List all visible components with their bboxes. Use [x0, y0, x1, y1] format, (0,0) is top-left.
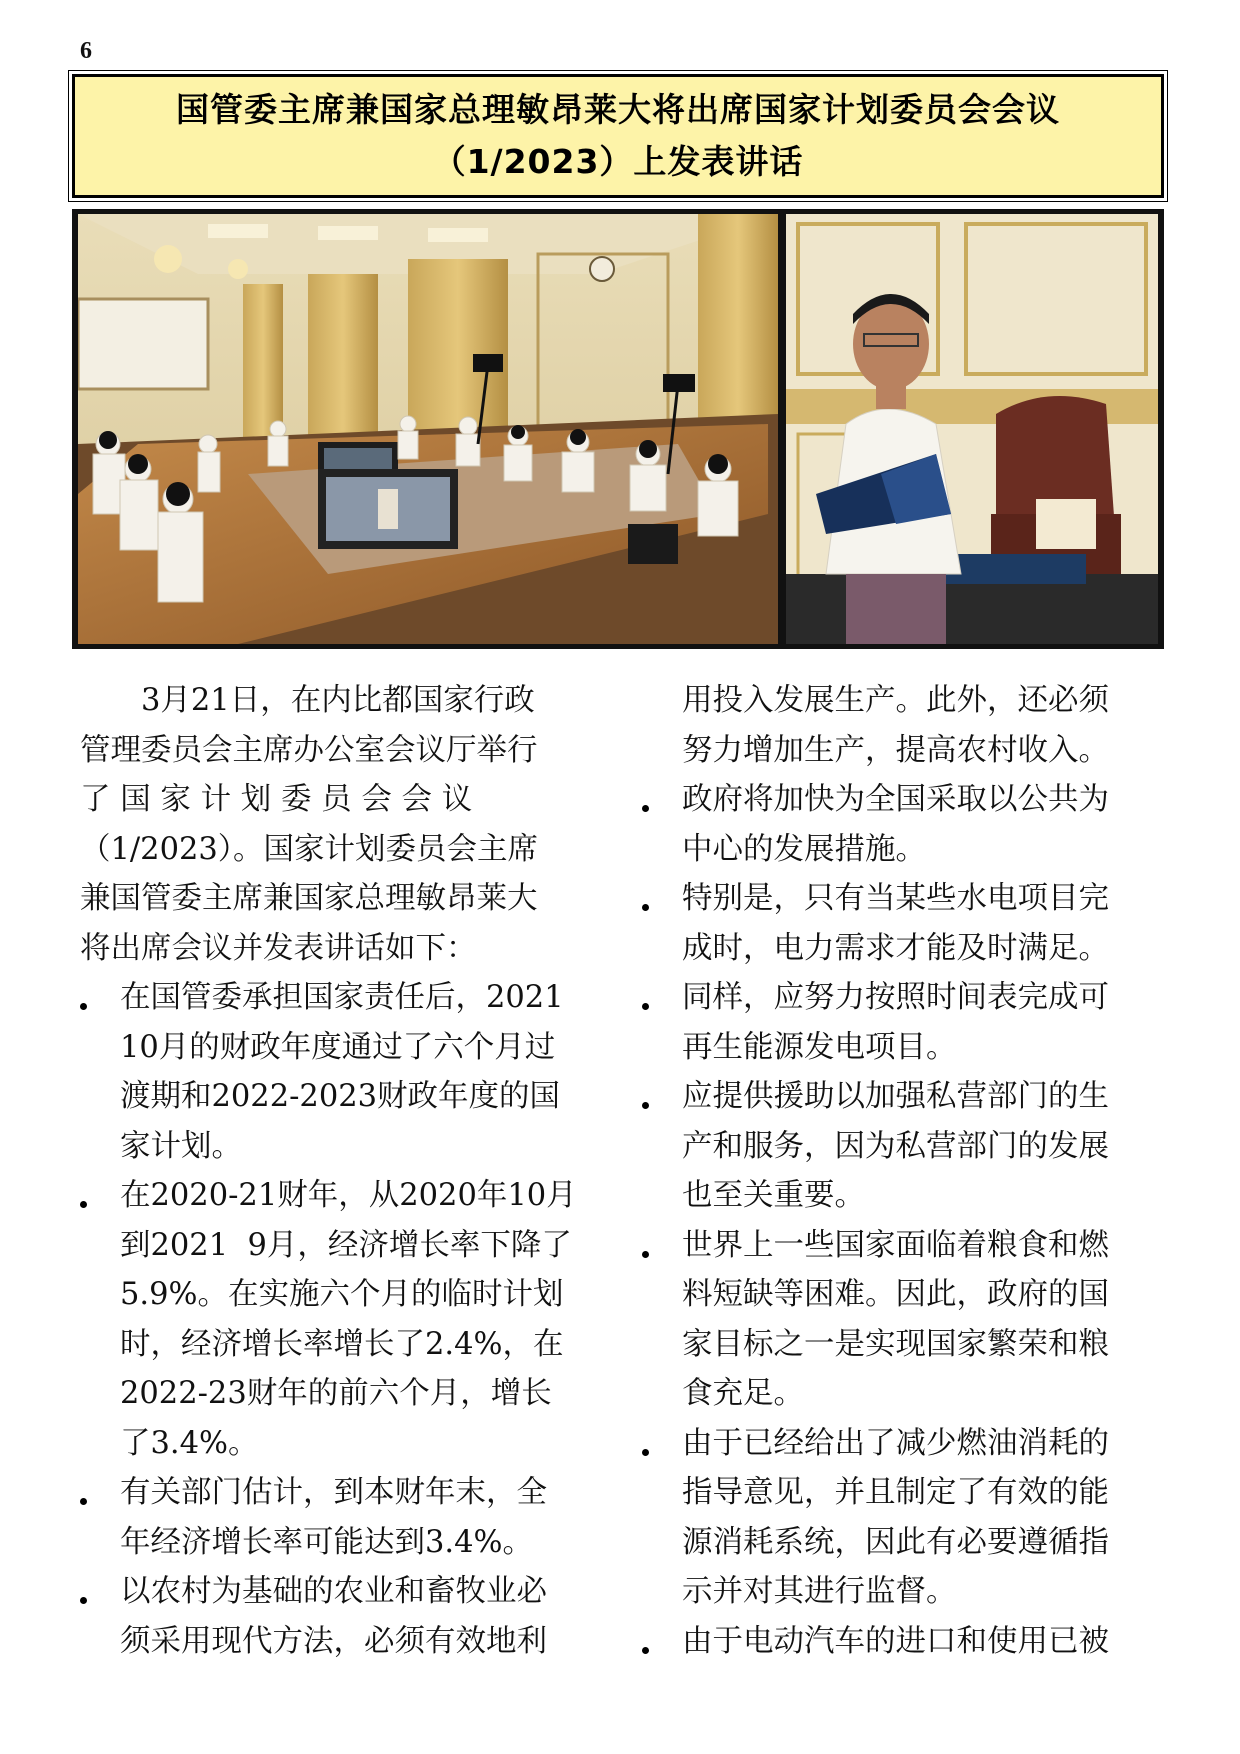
bullet-item — [642, 775, 1162, 874]
bullet-line: 世界上一些国家面临着粮食和燃 — [682, 1227, 1109, 1263]
bullet-line: 家目标之一是实现国家繁荣和粮 — [682, 1326, 1109, 1362]
bullet-line: 有关部门估计，到本财年末，全 — [120, 1475, 547, 1510]
bullet-line: 应提供援助以加强私营部门的生 — [682, 1079, 1109, 1114]
bullet-line: 到2021 9月，经济增长率下降了 — [120, 1227, 572, 1263]
title-line-1: 国管委主席兼国家总理敏昂莱大将出席国家计划委员会会议 — [176, 90, 1060, 129]
bullet-line: 家计划。 — [120, 1128, 242, 1164]
speaker-standing-photo — [786, 214, 1158, 644]
intro-line: 兼国管委主席兼国家总理敏昂莱大 — [80, 881, 538, 916]
bullet-item — [642, 1221, 1162, 1419]
bullet-line: 在2020-21财年，从2020年10月 — [120, 1178, 577, 1213]
title-line-2: （1/2023）上发表讲话 — [432, 142, 804, 181]
article-column-left — [80, 676, 600, 1666]
bullet-line: 渡期和2022-2023财政年度的国 — [120, 1079, 561, 1114]
conference-room-photo — [78, 214, 778, 644]
bullet-line: 10月的财政年度通过了六个月过 — [120, 1029, 556, 1065]
bullet-line: 成时，电力需求才能及时满足。 — [682, 930, 1109, 966]
bullet-line: 食充足。 — [682, 1376, 804, 1411]
continued-paragraph — [642, 676, 1162, 775]
intro-line: （1/2023）。国家计划委员会主席 — [80, 831, 539, 867]
bullet-line: 了3.4%。 — [120, 1425, 259, 1461]
bullet-item — [642, 1419, 1162, 1617]
bullet-item — [80, 1567, 600, 1666]
bullet-item — [80, 973, 600, 1171]
bullet-line: 料短缺等困难。因此，政府的国 — [682, 1277, 1109, 1312]
conference-room-illustration — [78, 214, 778, 644]
bullet-line: 特别是，只有当某些水电项目完 — [682, 881, 1109, 916]
bullet-line: 用投入发展生产。此外，还必须 — [682, 683, 1109, 718]
photo-strip — [72, 209, 1164, 649]
bullet-line: 中心的发展措施。 — [682, 831, 926, 867]
bullet-item — [642, 1072, 1162, 1221]
intro-line: 管理委员会主席办公室会议厅举行 — [80, 732, 538, 768]
bullet-line: 5.9%。在实施六个月的临时计划 — [120, 1277, 564, 1312]
bullet-line: 同样，应努力按照时间表完成可 — [682, 980, 1109, 1015]
bullet-line: 年经济增长率可能达到3.4%。 — [120, 1524, 533, 1560]
bullet-line: 由于已经给出了减少燃油消耗的 — [682, 1425, 1109, 1461]
intro-line: 了 国 家 计 划 委 员 会 会 议 — [80, 782, 473, 817]
article-intro — [80, 676, 600, 973]
bullet-line: 时，经济增长率增长了2.4%，在 — [120, 1326, 564, 1362]
intro-line: 将出席会议并发表讲话如下： — [80, 930, 477, 966]
bullet-line: 再生能源发电项目。 — [682, 1029, 957, 1065]
bullet-line: 2022-23财年的前六个月，增长 — [120, 1376, 552, 1411]
title-banner — [72, 74, 1164, 198]
speaker-illustration — [786, 214, 1158, 644]
bullet-line: 产和服务，因为私营部门的发展 — [682, 1128, 1109, 1164]
bullet-line: 政府将加快为全国采取以公共为 — [682, 782, 1109, 817]
bullet-line: 源消耗系统，因此有必要遵循指 — [682, 1524, 1109, 1560]
page-number: 6 — [80, 38, 92, 64]
bullet-item — [642, 874, 1162, 973]
bullet-item — [642, 1617, 1162, 1667]
bullet-line: 指导意见，并且制定了有效的能 — [682, 1475, 1109, 1510]
bullet-line: 也至关重要。 — [682, 1178, 865, 1213]
article-column-right — [642, 676, 1162, 1666]
intro-line: 3月21日，在内比都国家行政 — [141, 683, 535, 718]
bullet-item — [80, 1171, 600, 1468]
bullet-line: 示并对其进行监督。 — [682, 1574, 957, 1609]
bullet-line: 须采用现代方法，必须有效地利 — [120, 1623, 547, 1659]
bullet-line: 在国管委承担国家责任后，2021 — [120, 980, 564, 1015]
bullet-line: 由于电动汽车的进口和使用已被 — [682, 1623, 1109, 1659]
bullet-line: 努力增加生产，提高农村收入。 — [682, 732, 1109, 768]
bullet-item — [642, 973, 1162, 1072]
bullet-item — [80, 1468, 600, 1567]
bullet-line: 以农村为基础的农业和畜牧业必 — [120, 1574, 547, 1609]
